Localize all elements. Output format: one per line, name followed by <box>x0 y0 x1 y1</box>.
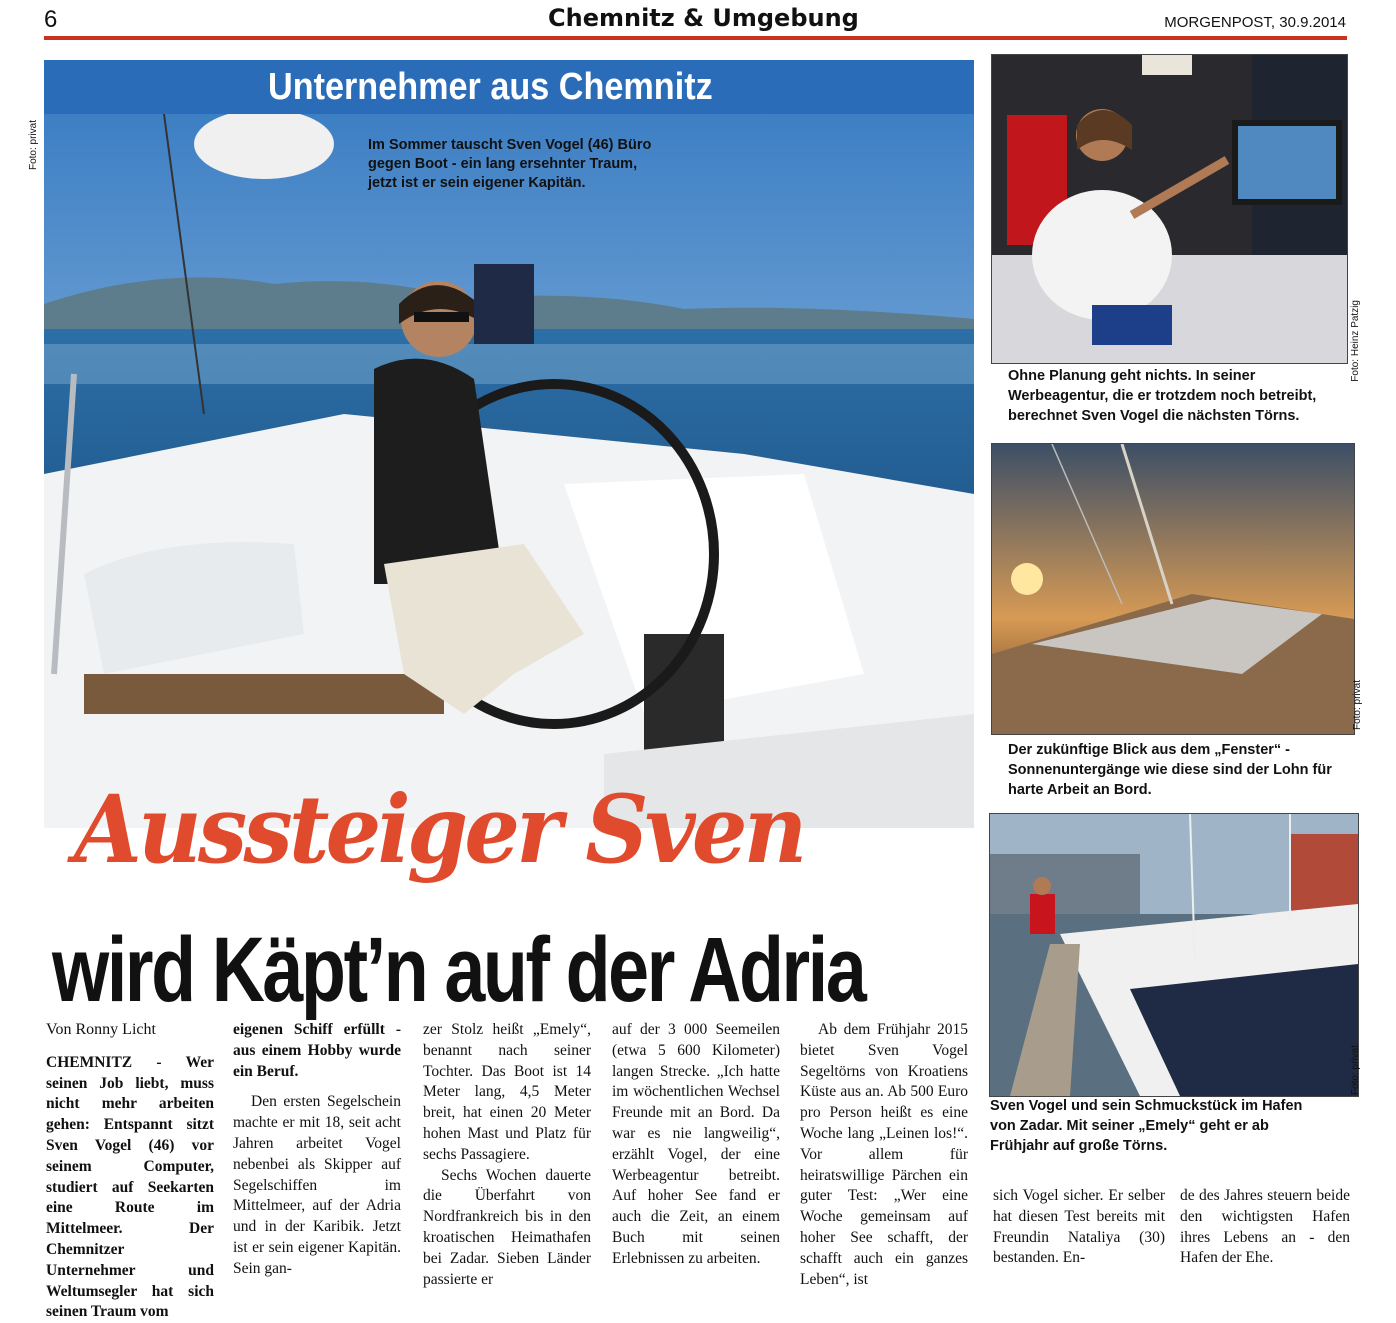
main-photo-sailing <box>44 114 974 828</box>
main-photo-caption: Im Sommer tauscht Sven Vogel (46) Büro gegen Boot - ein lang ersehnter Traum, jetzt ist er sein eigener Kapitän. <box>368 137 652 191</box>
article-col3-body-2: Sechs Wochen dauerte die Überfahrt von Nordfrankreich bis in den kroatischen Heimathafen bei Zadar. Sieben Länder passierte er <box>423 1166 591 1288</box>
headline-sub: wird Käpt’n auf der Adria <box>52 919 865 1021</box>
article-column-5 <box>800 1020 968 1290</box>
photo-credit-sunset: Foto: privat <box>1352 680 1363 731</box>
header-rule <box>44 36 1347 40</box>
section-title: Chemnitz & Umgebung <box>548 4 859 32</box>
article-col2-lead: eigenen Schiff erfüllt - aus einem Hobby wurde ein Beruf. <box>233 1021 401 1080</box>
byline: Von Ronny Licht <box>46 1021 156 1038</box>
article-column-2 <box>233 1020 401 1280</box>
harbor-illustration <box>990 814 1358 1096</box>
headline-main: Aussteiger Sven <box>74 775 804 885</box>
article-col6-body: sich Vogel sicher. Er selber hat diesen Test bereits mit Freundin Nataliya (30) bestanden. En- <box>993 1187 1165 1267</box>
photo-credit-harbor: Foto: privat <box>1350 1045 1361 1096</box>
sunset-photo-caption: Der zukünftige Blick aus dem „Fenster“ - Sonnenuntergänge wie diese sind der Lohn für harte Arbeit an Bord. <box>1008 742 1332 798</box>
article-col7-body: de des Jahres steuern beide den wichtigsten Hafen ihres Lebens an - den Hafen der Ehe. <box>1180 1187 1350 1267</box>
article-column-4 <box>612 1020 780 1270</box>
harbor-photo <box>989 813 1359 1097</box>
article-column-7 <box>1180 1186 1350 1269</box>
article-column-1 <box>46 1020 214 1323</box>
sailing-illustration <box>44 114 974 828</box>
sunset-illustration <box>992 444 1354 734</box>
office-photo-caption: Ohne Planung geht nichts. In seiner Werbeagentur, die er trotzdem noch betreibt, berechnet Sven Vogel die nächsten Törns. <box>1008 368 1317 424</box>
article-lead: CHEMNITZ - Wer seinen Job liebt, muss nicht mehr arbeiten gehen: Entspannt sitzt Sven Vogel (46) vor seinem Computer, studiert auf Seekarten eine Route im Mittelmeer. Der Chemnitzer Unternehmer und Weltumsegler hat sich seinen Traum vom <box>46 1053 214 1321</box>
photo-credit-office: Foto: Heinz Patzig <box>1350 300 1361 382</box>
article-col4-body: auf der 3 000 Seemeilen (etwa 5 600 Kilometer) langen Strecke. „Ich hatte im wöchentlichen Wechsel Freunde mit an Bord. Da war es nie langweilig“, erzählt Vogel, der eine Werbeagentur betreibt. Auf hoher See fand er auch die Zeit, an einem Buch mit seinen Erlebnissen zu arbeiten. <box>612 1021 780 1267</box>
article-column-6 <box>993 1186 1165 1269</box>
page-number: 6 <box>44 6 58 33</box>
office-illustration <box>992 55 1347 363</box>
topic-banner-text: Unternehmer aus Chemnitz <box>268 66 713 108</box>
office-photo <box>991 54 1348 364</box>
article-column-3 <box>423 1020 591 1290</box>
article-col2-body: Den ersten Segelschein machte er mit 18, seit acht Jahren arbeitet Vogel nebenbei als Skipper auf Segelschiffen im Mittelmeer, auf der Adria und in der Karibik. Jetzt ist er sein eigener Kapitän. Sein gan- <box>233 1093 401 1277</box>
article-col3-body: zer Stolz heißt „Emely“, benannt nach seiner Tochter. Das Boot ist 14 Meter lang, 4,5 Meter breit, hat einen 20 Meter hohen Mast und Platz für sechs Passagiere. <box>423 1021 591 1163</box>
harbor-photo-caption: Sven Vogel und sein Schmuckstück im Hafen von Zadar. Mit seiner „Emely“ geht er ab Frühjahr auf große Törns. <box>990 1098 1303 1154</box>
paper-date: MORGENPOST, 30.9.2014 <box>1164 14 1346 31</box>
sunset-deck-photo <box>991 443 1355 735</box>
photo-credit-main: Foto: privat <box>28 120 39 171</box>
article-col5-body: Ab dem Frühjahr 2015 bietet Sven Vogel Segeltörns von Kroatiens Küste aus an. Ab 500 Euro pro Person heißt es eine Woche lang „Leinen los!“. Vor allem für heiratswillige Pärchen ein guter Test: „Wer eine Woche gemeinsam auf hoher See schafft, der schafft auch ein ganzes Leben“, ist <box>800 1021 968 1288</box>
